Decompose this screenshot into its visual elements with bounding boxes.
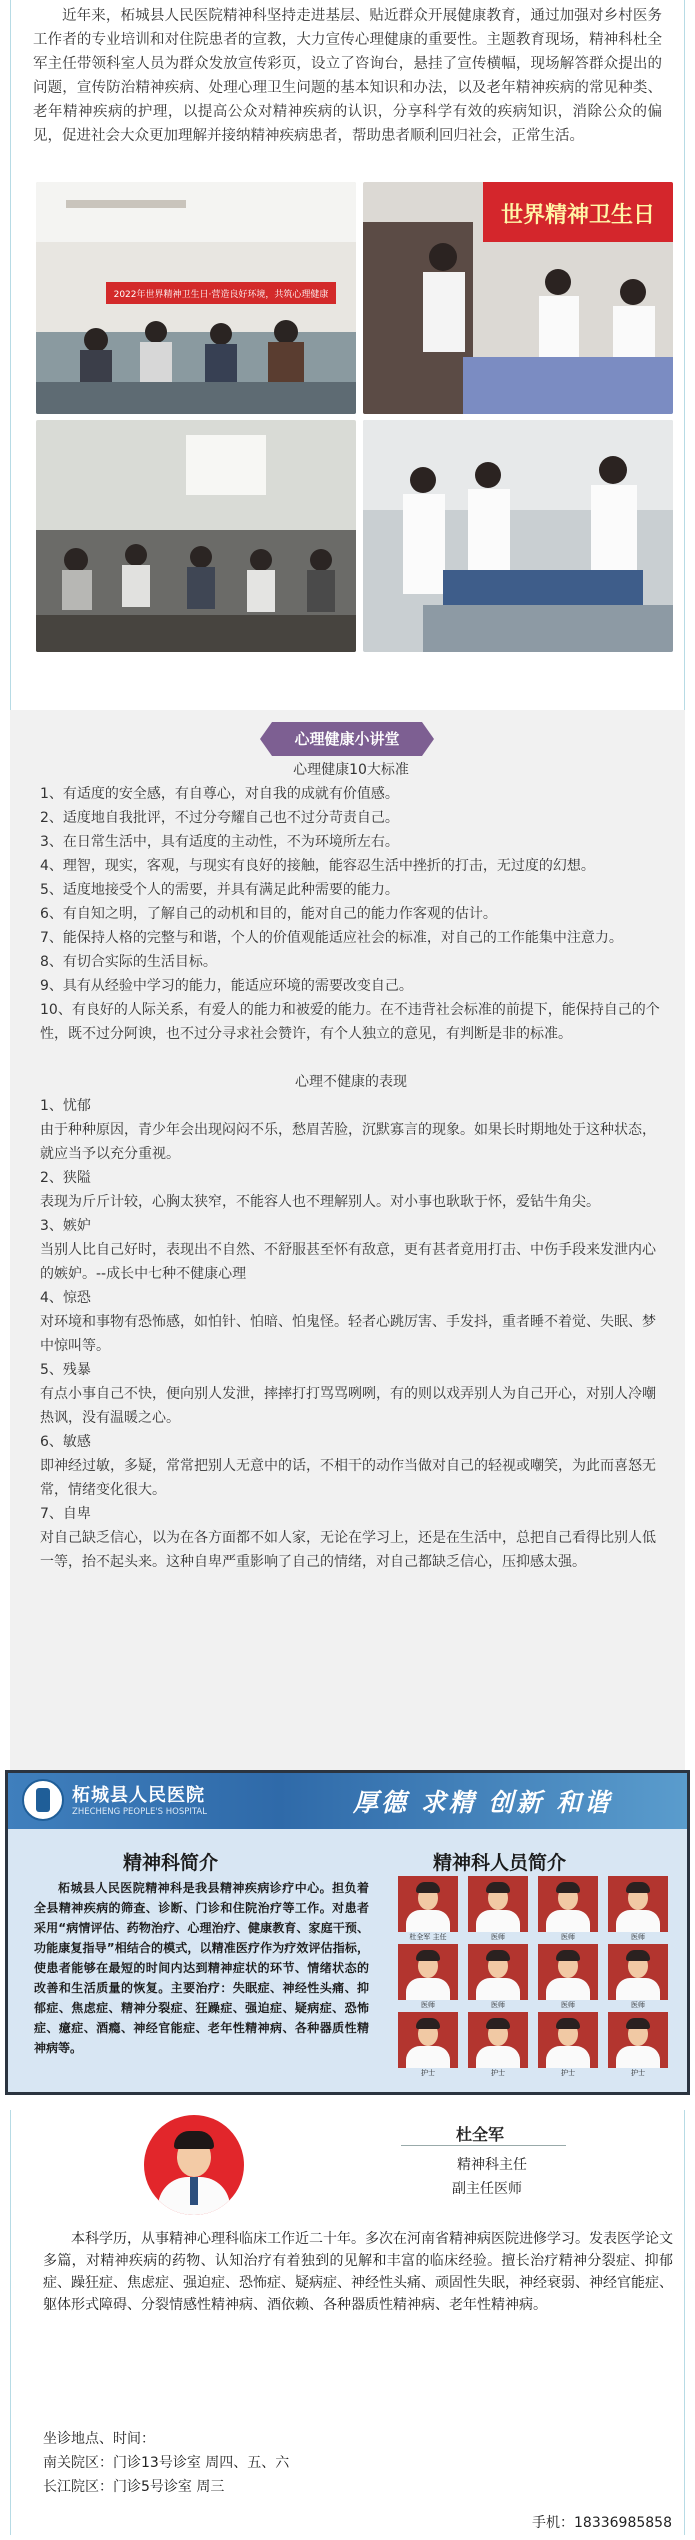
staff-caption: 医师	[491, 2001, 505, 2009]
staff-title: 精神科人员简介	[433, 1852, 567, 1874]
hospital-logo-icon	[22, 1779, 64, 1821]
symptom-heading: 1、忧郁	[40, 1098, 91, 1114]
hospital-slogan: 厚德 求精 创新 和谐	[353, 1788, 613, 1817]
symptom-text: 表现为斤斤计较，心胸太狭窄，不能容人也不理解别人。对小事也耿耿于怀，爱钻牛角尖。	[40, 1194, 600, 1210]
symptom-heading: 5、残暴	[40, 1362, 91, 1378]
photo-ward-care	[363, 420, 673, 652]
staff-caption: 护士	[421, 2069, 435, 2077]
standard-item: 8、有切合实际的生活目标。	[40, 954, 217, 970]
name-divider	[401, 2145, 566, 2146]
symptoms-subtitle: 心理不健康的表现	[295, 1074, 407, 1090]
standard-item: 5、适度地接受个人的需要，并具有满足此种需要的能力。	[40, 882, 399, 898]
banner-header	[8, 1773, 687, 1829]
symptom-heading: 6、敏感	[40, 1434, 91, 1450]
staff-photo	[538, 1876, 598, 1941]
staff-caption: 护士	[561, 2069, 575, 2077]
staff-caption: 杜全军 主任	[409, 1933, 447, 1941]
symptom-heading: 7、自卑	[40, 1506, 91, 1522]
standard-item: 3、在日常生活中，具有适度的主动性，不为环境所左右。	[40, 834, 399, 850]
spacer	[40, 1046, 662, 1070]
staff-caption: 护士	[491, 2069, 505, 2077]
standard-item: 9、具有从经验中学习的能力，能适应环境的需要改变自己。	[40, 978, 413, 994]
doctor-bio: 本科学历，从事精神心理科临床工作近二十年。多次在河南省精神病医院进修学习。发表医学论文多篇，对精神疾病的药物、认知治疗有着独到的见解和丰富的临床经验。擅长治疗精神分裂症、抑郁症、躁狂症、焦虑症、强迫症、恐怖症、疑病症、神经性头痛、顽固性失眠，神经衰弱、神经官能症、躯体形式障碍、分裂情感性精神病、酒依赖、各种器质性精神病、老年性精神病。	[43, 2231, 673, 2313]
symptom-text: 当别人比自己好时，表现出不自然、不舒服甚至怀有敌意，更有甚者竟用打击、中伤手段来发泄内心的嫉妒。--成长中七种不健康心理	[40, 1242, 656, 1282]
intro-section	[10, 0, 685, 712]
photo-lecture-hall	[36, 420, 356, 652]
doctor-avatar	[144, 2115, 244, 2215]
staff-photo	[398, 1944, 458, 2009]
lecture-body	[40, 758, 662, 1574]
department-banner	[5, 1770, 690, 2095]
clinic-schedule-title: 坐诊地点、时间：	[43, 2431, 155, 2447]
photo1-banner-text: 2022年世界精神卫生日·营造良好环境，共筑心理健康	[113, 290, 329, 300]
symptom-text: 对自己缺乏信心，以为在各方面都不如人家，无论在学习上，还是在生活中，总把自己看得比别人低一等，抬不起头来。这种自卑严重影响了自己的情绪，对自己都缺乏信心，压抑感太强。	[40, 1530, 656, 1570]
doctor-name: 杜全军	[456, 2125, 505, 2144]
staff-photo	[398, 2012, 458, 2077]
staff-photo	[538, 2012, 598, 2077]
staff-photo	[468, 1876, 528, 1941]
standards-subtitle: 心理健康10大标准	[293, 762, 409, 778]
doctor-phone: 手机：18336985858	[532, 2515, 672, 2531]
staff-caption: 医师	[561, 2001, 575, 2009]
standard-item: 6、有自知之明，了解自己的动机和目的，能对自己的能力作客观的估计。	[40, 906, 497, 922]
doctor-rank: 副主任医师	[452, 2181, 522, 2197]
staff-photo	[468, 2012, 528, 2077]
staff-photo	[538, 1944, 598, 2009]
symptom-heading: 4、惊恐	[40, 1290, 91, 1306]
symptom-text: 对环境和事物有恐怖感，如怕针、怕暗、怕鬼怪。轻者心跳厉害、手发抖，重者睡不着觉、失眠、梦中惊叫等。	[40, 1314, 656, 1354]
symptom-heading: 3、嫉妒	[40, 1218, 91, 1234]
lecture-section	[10, 710, 685, 1770]
staff-caption: 医师	[631, 2001, 645, 2009]
dept-intro-title: 精神科简介	[123, 1852, 219, 1874]
symptom-text: 即神经过敏，多疑，常常把别人无意中的话，不相干的动作当做对自己的轻视或嘲笑，为此而喜怒无常，情绪变化很大。	[40, 1458, 656, 1498]
staff-photo	[398, 1876, 458, 1941]
standard-item: 10、有良好的人际关系，有爱人的能力和被爱的能力。在不违背社会标准的前提下，能保持自己的个性，既不过分阿谀，也不过分寻求社会赞许，有个人独立的意见，有判断是非的标准。	[40, 1002, 660, 1042]
staff-caption: 医师	[561, 1933, 575, 1941]
staff-photo	[608, 2012, 668, 2077]
staff-photo	[608, 1876, 668, 1941]
staff-photo	[608, 1944, 668, 2009]
lecture-title: 心理健康小讲堂	[272, 722, 422, 756]
staff-caption: 医师	[421, 2001, 435, 2009]
clinic-schedule-changjiang: 长江院区：门诊5号诊室 周三	[43, 2479, 225, 2495]
staff-caption: 医师	[631, 1933, 645, 1941]
doctor-title: 精神科主任	[457, 2157, 527, 2173]
staff-photo	[468, 1944, 528, 2009]
standard-item: 1、有适度的安全感，有自尊心，对自我的成就有价值感。	[40, 786, 399, 802]
standard-item: 4、理智，现实，客观，与现实有良好的接触，能容忍生活中挫折的打击，无过度的幻想。	[40, 858, 595, 874]
hospital-name-en: ZHECHENG PEOPLE'S HOSPITAL	[72, 1807, 207, 1817]
dept-intro-text: 柘城县人民医院精神科是我县精神疾病诊疗中心。担负着全县精神疾病的筛查、诊断、门诊和住院治疗等工作。对患者采用“病情评估、药物治疗、心理治疗、健康教育、家庭干预、功能康复指导”相结合的模式，以精准医疗作为疗效评估指标，使患者能够在最短的时间内达到精神症状的环节、情绪状态的改善和生活质量的恢复。主要治疗：失眠症、神经性头痛、抑郁症、焦虑症、精神分裂症、狂躁症、强迫症、疑病症、恐怖症、癔症、酒瘾、神经官能症、老年性精神病、各种器质性精神病等。	[34, 1881, 369, 2055]
photo2-banner-text: 世界精神卫生日	[500, 203, 656, 228]
staff-caption: 护士	[631, 2069, 645, 2077]
standard-item: 7、能保持人格的完整与和谐，个人的价值观能适应社会的标准，对自己的工作能集中注意力。	[40, 930, 623, 946]
symptom-text: 由于种种原因，青少年会出现闷闷不乐，愁眉苦脸，沉默寡言的现象。如果长时期地处于这种状态，就应当予以充分重视。	[40, 1122, 656, 1162]
hospital-name: 柘城县人民医院	[72, 1785, 205, 1806]
symptom-text: 有点小事自己不快，便向别人发泄，摔摔打打骂骂咧咧，有的则以戏弄别人为自己开心，对别人冷嘲热讽，没有温暖之心。	[40, 1386, 656, 1426]
intro-paragraph: 近年来，柘城县人民医院精神科坚持走进基层、贴近群众开展健康教育，通过加强对乡村医务工作者的专业培训和对住院患者的宣教，大力宣传心理健康的重要性。主题教育现场，精神科杜全军主任带领科室人员为群众发放宣传彩页，设立了咨询台，悬挂了宣传横幅，现场解答群众提出的问题，宣传防治精神疾病、处理心理卫生问题的基本知识和办法，以及老年精神疾病的常见种类、老年精神疾病的护理，以提高公众对精神疾病的认识，分享科学有效的疾病知识，消除公众的偏见，促进社会大众更加理解并接纳精神疾病患者，帮助患者顺利回归社会，正常生活。	[33, 8, 662, 144]
photo-classroom	[36, 182, 356, 414]
doctor-profile	[10, 2110, 685, 2535]
photo-consult-desk	[363, 182, 673, 414]
clinic-schedule-nanguan: 南关院区：门诊13号诊室 周四、五、六	[43, 2455, 290, 2471]
standard-item: 2、适度地自我批评，不过分夸耀自己也不过分苛责自己。	[40, 810, 399, 826]
staff-caption: 医师	[491, 1933, 505, 1941]
symptom-heading: 2、狭隘	[40, 1170, 91, 1186]
